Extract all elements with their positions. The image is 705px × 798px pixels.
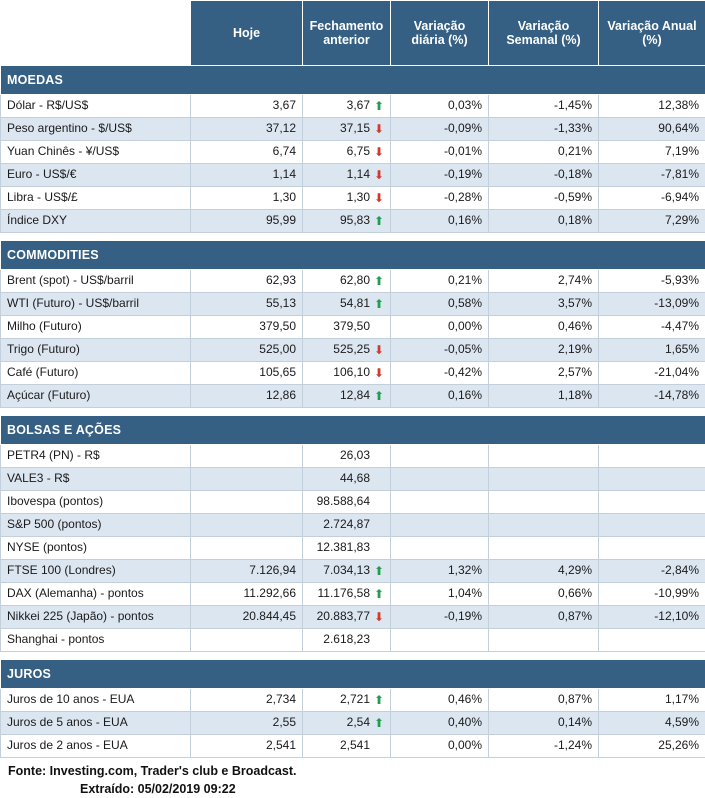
cell-hoje: 2,734: [191, 689, 303, 712]
cell-variacao-anual: -5,93%: [599, 270, 705, 293]
cell-hoje: 2,541: [191, 735, 303, 758]
row-label: WTI (Futuro) - US$/barril: [1, 293, 191, 316]
cell-variacao-diaria: 1,04%: [391, 583, 489, 606]
arrow-up-icon: ⬆: [374, 565, 384, 577]
row-label: Juros de 2 anos - EUA: [1, 735, 191, 758]
table-row: [1, 385, 705, 408]
table-row: [1, 689, 705, 712]
cell-variacao-anual: -6,94%: [599, 187, 705, 210]
cell-variacao-anual: [599, 468, 705, 491]
fechamento-value: 2,54: [347, 716, 370, 730]
fechamento-value: 3,67: [347, 99, 370, 113]
cell-variacao-diaria: [391, 629, 489, 652]
cell-variacao-anual: 4,59%: [599, 712, 705, 735]
arrow-up-icon: ⬆: [374, 100, 384, 112]
cell-hoje: 3,67: [191, 95, 303, 118]
row-label: DAX (Alemanha) - pontos: [1, 583, 191, 606]
cell-variacao-semanal: 0,46%: [489, 316, 599, 339]
fechamento-value: 37,15: [340, 122, 370, 136]
spacer-cell: [1, 652, 705, 660]
cell-hoje: [191, 491, 303, 514]
row-label: Milho (Futuro): [1, 316, 191, 339]
cell-variacao-diaria: 0,16%: [391, 210, 489, 233]
fechamento-value: 2.618,23: [323, 633, 370, 647]
cell-hoje: 525,00: [191, 339, 303, 362]
section-spacer: [1, 233, 705, 241]
header-cell-variacao-diaria: Variação diária (%): [391, 1, 489, 66]
row-label: S&P 500 (pontos): [1, 514, 191, 537]
cell-variacao-diaria: -0,42%: [391, 362, 489, 385]
cell-variacao-anual: 7,19%: [599, 141, 705, 164]
arrow-up-icon: ⬆: [374, 215, 384, 227]
cell-variacao-diaria: 0,00%: [391, 735, 489, 758]
cell-variacao-anual: 12,38%: [599, 95, 705, 118]
cell-fechamento-anterior: [303, 583, 391, 606]
fechamento-value: 1,14: [347, 168, 370, 182]
cell-fechamento-anterior: [303, 606, 391, 629]
arrow-down-icon: ⬇: [374, 611, 384, 623]
cell-variacao-diaria: 1,32%: [391, 560, 489, 583]
section-title: BOLSAS E AÇÕES: [1, 416, 705, 445]
fechamento-value: 12,84: [340, 389, 370, 403]
table-row: [1, 118, 705, 141]
cell-fechamento-anterior: [303, 210, 391, 233]
cell-hoje: 1,14: [191, 164, 303, 187]
cell-variacao-diaria: 0,40%: [391, 712, 489, 735]
cell-variacao-anual: [599, 445, 705, 468]
cell-variacao-semanal: 3,57%: [489, 293, 599, 316]
cell-hoje: 55,13: [191, 293, 303, 316]
cell-variacao-semanal: 0,18%: [489, 210, 599, 233]
cell-variacao-anual: -14,78%: [599, 385, 705, 408]
fechamento-value: 44,68: [340, 472, 370, 486]
fechamento-value: 379,50: [333, 320, 370, 334]
cell-variacao-anual: 25,26%: [599, 735, 705, 758]
cell-variacao-semanal: [489, 629, 599, 652]
cell-hoje: 1,30: [191, 187, 303, 210]
cell-variacao-diaria: 0,21%: [391, 270, 489, 293]
fechamento-value: 62,80: [340, 274, 370, 288]
cell-variacao-semanal: 4,29%: [489, 560, 599, 583]
cell-hoje: 11.292,66: [191, 583, 303, 606]
cell-variacao-semanal: 2,74%: [489, 270, 599, 293]
table-row: [1, 629, 705, 652]
cell-variacao-diaria: -0,05%: [391, 339, 489, 362]
table-header: [1, 1, 705, 66]
fechamento-value: 1,30: [347, 191, 370, 205]
row-label: Café (Futuro): [1, 362, 191, 385]
table-row: [1, 210, 705, 233]
fechamento-value: 525,25: [333, 343, 370, 357]
cell-variacao-semanal: -0,18%: [489, 164, 599, 187]
cell-fechamento-anterior: [303, 339, 391, 362]
cell-fechamento-anterior: [303, 689, 391, 712]
arrow-down-icon: ⬇: [374, 344, 384, 356]
section-header-row: [1, 660, 705, 689]
fechamento-value: 2.724,87: [323, 518, 370, 532]
fechamento-value: 20.883,77: [317, 610, 370, 624]
fechamento-value: 54,81: [340, 297, 370, 311]
cell-hoje: 7.126,94: [191, 560, 303, 583]
cell-variacao-anual: -7,81%: [599, 164, 705, 187]
section-title: COMMODITIES: [1, 241, 705, 270]
table-row: [1, 95, 705, 118]
cell-fechamento-anterior: [303, 118, 391, 141]
cell-fechamento-anterior: [303, 270, 391, 293]
arrow-down-icon: ⬇: [374, 146, 384, 158]
fechamento-value: 7.034,13: [323, 564, 370, 578]
section-title: JUROS: [1, 660, 705, 689]
fechamento-value: 98.588,64: [317, 495, 370, 509]
cell-variacao-diaria: [391, 514, 489, 537]
fechamento-value: 2,721: [340, 693, 370, 707]
section-spacer: [1, 652, 705, 660]
cell-hoje: 105,65: [191, 362, 303, 385]
cell-variacao-semanal: 0,21%: [489, 141, 599, 164]
table-row: [1, 514, 705, 537]
footer-extracted: Extraído: 05/02/2019 09:22: [8, 780, 705, 798]
cell-hoje: 20.844,45: [191, 606, 303, 629]
cell-fechamento-anterior: [303, 141, 391, 164]
cell-variacao-diaria: 0,46%: [391, 689, 489, 712]
cell-variacao-semanal: -0,59%: [489, 187, 599, 210]
row-label: Juros de 10 anos - EUA: [1, 689, 191, 712]
cell-variacao-diaria: 0,58%: [391, 293, 489, 316]
arrow-down-icon: ⬇: [374, 192, 384, 204]
section-title: MOEDAS: [1, 66, 705, 95]
arrow-up-icon: ⬆: [374, 298, 384, 310]
cell-variacao-semanal: 0,87%: [489, 689, 599, 712]
header-cell-fechamento-anterior: Fechamento anterior: [303, 1, 391, 66]
cell-variacao-semanal: 0,66%: [489, 583, 599, 606]
fechamento-value: 11.176,58: [318, 587, 371, 601]
cell-variacao-semanal: -1,45%: [489, 95, 599, 118]
header-cell-hoje: Hoje: [191, 1, 303, 66]
cell-fechamento-anterior: [303, 95, 391, 118]
cell-variacao-semanal: [489, 537, 599, 560]
cell-variacao-anual: [599, 514, 705, 537]
cell-variacao-anual: -2,84%: [599, 560, 705, 583]
cell-hoje: [191, 468, 303, 491]
cell-variacao-semanal: -1,33%: [489, 118, 599, 141]
arrow-up-icon: ⬆: [374, 717, 384, 729]
table-row: [1, 606, 705, 629]
row-label: Yuan Chinês - ¥/US$: [1, 141, 191, 164]
table-row: [1, 445, 705, 468]
cell-variacao-anual: 7,29%: [599, 210, 705, 233]
cell-variacao-semanal: -1,24%: [489, 735, 599, 758]
cell-variacao-diaria: 0,00%: [391, 316, 489, 339]
row-label: Nikkei 225 (Japão) - pontos: [1, 606, 191, 629]
cell-fechamento-anterior: [303, 468, 391, 491]
header-cell-variacao-anual: Variação Anual (%): [599, 1, 705, 66]
cell-variacao-diaria: -0,01%: [391, 141, 489, 164]
cell-hoje: 6,74: [191, 141, 303, 164]
cell-hoje: 62,93: [191, 270, 303, 293]
footer: [0, 758, 705, 798]
cell-variacao-semanal: [489, 514, 599, 537]
row-label: Trigo (Futuro): [1, 339, 191, 362]
row-label: Libra - US$/£: [1, 187, 191, 210]
table-row: [1, 141, 705, 164]
row-label: Índice DXY: [1, 210, 191, 233]
cell-variacao-semanal: 2,19%: [489, 339, 599, 362]
cell-fechamento-anterior: [303, 629, 391, 652]
cell-variacao-anual: [599, 491, 705, 514]
cell-fechamento-anterior: [303, 560, 391, 583]
cell-hoje: 95,99: [191, 210, 303, 233]
cell-variacao-diaria: 0,16%: [391, 385, 489, 408]
cell-fechamento-anterior: [303, 187, 391, 210]
row-label: Peso argentino - $/US$: [1, 118, 191, 141]
cell-fechamento-anterior: [303, 316, 391, 339]
table-row: [1, 339, 705, 362]
cell-hoje: [191, 445, 303, 468]
table-row: [1, 537, 705, 560]
footer-source: Fonte: Investing.com, Trader's club e Broadcast.: [8, 764, 296, 778]
row-label: Shanghai - pontos: [1, 629, 191, 652]
cell-hoje: [191, 537, 303, 560]
row-label: VALE3 - R$: [1, 468, 191, 491]
cell-variacao-diaria: [391, 537, 489, 560]
cell-variacao-diaria: [391, 491, 489, 514]
spacer-cell: [1, 233, 705, 241]
cell-fechamento-anterior: [303, 491, 391, 514]
table-row: [1, 187, 705, 210]
row-label: Euro - US$/€: [1, 164, 191, 187]
fechamento-value: 12.381,83: [317, 541, 370, 555]
row-label: PETR4 (PN) - R$: [1, 445, 191, 468]
arrow-up-icon: ⬆: [374, 390, 384, 402]
cell-fechamento-anterior: [303, 537, 391, 560]
header-cell-variacao-semanal: Variação Semanal (%): [489, 1, 599, 66]
fechamento-value: 95,83: [340, 214, 370, 228]
row-label: Juros de 5 anos - EUA: [1, 712, 191, 735]
cell-variacao-diaria: -0,09%: [391, 118, 489, 141]
arrow-up-icon: ⬆: [374, 694, 384, 706]
row-label: Dólar - R$/US$: [1, 95, 191, 118]
cell-fechamento-anterior: [303, 164, 391, 187]
cell-variacao-semanal: [489, 491, 599, 514]
cell-fechamento-anterior: [303, 712, 391, 735]
cell-variacao-diaria: -0,28%: [391, 187, 489, 210]
spacer-cell: [1, 408, 705, 416]
cell-variacao-diaria: [391, 445, 489, 468]
row-label: Ibovespa (pontos): [1, 491, 191, 514]
cell-variacao-semanal: 0,14%: [489, 712, 599, 735]
table-body: [1, 66, 705, 758]
cell-hoje: 37,12: [191, 118, 303, 141]
cell-variacao-anual: [599, 537, 705, 560]
table-row: [1, 164, 705, 187]
cell-variacao-anual: 1,65%: [599, 339, 705, 362]
row-label: FTSE 100 (Londres): [1, 560, 191, 583]
fechamento-value: 106,10: [333, 366, 370, 380]
fechamento-value: 6,75: [347, 145, 370, 159]
table-row: [1, 583, 705, 606]
section-spacer: [1, 408, 705, 416]
cell-variacao-diaria: 0,03%: [391, 95, 489, 118]
cell-variacao-semanal: [489, 468, 599, 491]
section-header-row: [1, 66, 705, 95]
cell-variacao-diaria: -0,19%: [391, 606, 489, 629]
section-header-row: [1, 241, 705, 270]
cell-hoje: [191, 514, 303, 537]
cell-variacao-semanal: 2,57%: [489, 362, 599, 385]
table-row: [1, 270, 705, 293]
cell-variacao-anual: [599, 629, 705, 652]
cell-variacao-anual: -12,10%: [599, 606, 705, 629]
cell-fechamento-anterior: [303, 385, 391, 408]
table-row: [1, 712, 705, 735]
row-label: Açúcar (Futuro): [1, 385, 191, 408]
cell-variacao-anual: 1,17%: [599, 689, 705, 712]
cell-variacao-anual: 90,64%: [599, 118, 705, 141]
cell-variacao-semanal: [489, 445, 599, 468]
cell-fechamento-anterior: [303, 514, 391, 537]
cell-hoje: 379,50: [191, 316, 303, 339]
table-row: [1, 560, 705, 583]
cell-fechamento-anterior: [303, 362, 391, 385]
arrow-up-icon: ⬆: [374, 588, 384, 600]
cell-variacao-anual: -21,04%: [599, 362, 705, 385]
table-row: [1, 362, 705, 385]
cell-variacao-anual: -13,09%: [599, 293, 705, 316]
cell-hoje: 2,55: [191, 712, 303, 735]
arrow-down-icon: ⬇: [374, 367, 384, 379]
fechamento-value: 26,03: [340, 449, 370, 463]
cell-variacao-diaria: -0,19%: [391, 164, 489, 187]
table-row: [1, 735, 705, 758]
cell-hoje: [191, 629, 303, 652]
table-row: [1, 468, 705, 491]
cell-variacao-diaria: [391, 468, 489, 491]
cell-variacao-anual: -10,99%: [599, 583, 705, 606]
cell-hoje: 12,86: [191, 385, 303, 408]
cell-fechamento-anterior: [303, 293, 391, 316]
arrow-down-icon: ⬇: [374, 169, 384, 181]
row-label: Brent (spot) - US$/barril: [1, 270, 191, 293]
arrow-down-icon: ⬇: [374, 123, 384, 135]
cell-fechamento-anterior: [303, 735, 391, 758]
row-label: NYSE (pontos): [1, 537, 191, 560]
section-header-row: [1, 416, 705, 445]
header-cell-blank: [1, 1, 191, 66]
cell-fechamento-anterior: [303, 445, 391, 468]
table-row: [1, 316, 705, 339]
cell-variacao-anual: -4,47%: [599, 316, 705, 339]
table-row: [1, 293, 705, 316]
table-row: [1, 491, 705, 514]
cell-variacao-semanal: 0,87%: [489, 606, 599, 629]
arrow-up-icon: ⬆: [374, 275, 384, 287]
cell-variacao-semanal: 1,18%: [489, 385, 599, 408]
fechamento-value: 2,541: [340, 739, 370, 753]
